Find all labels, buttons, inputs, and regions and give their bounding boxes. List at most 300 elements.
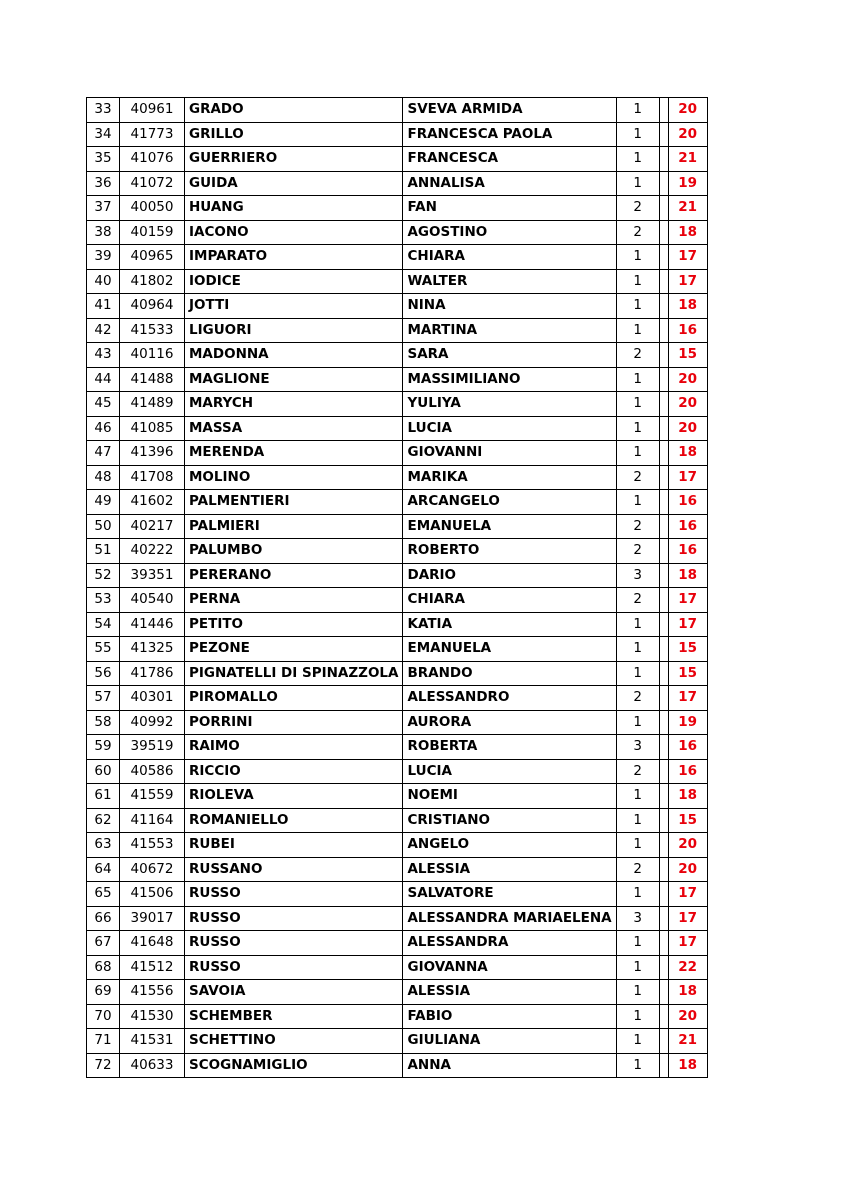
year-cell: 2 — [616, 759, 659, 784]
first-name-cell: ALESSANDRA MARIAELENA — [403, 906, 616, 931]
surname-cell: HUANG — [185, 196, 403, 221]
student-code-cell: 41556 — [120, 980, 185, 1005]
table-row — [87, 882, 708, 907]
year-cell: 1 — [616, 931, 659, 956]
score-cell: 16 — [668, 735, 707, 760]
year-cell: 1 — [616, 171, 659, 196]
year-cell: 2 — [616, 514, 659, 539]
surname-cell: PERNA — [185, 588, 403, 613]
score-cell: 20 — [668, 392, 707, 417]
year-cell: 2 — [616, 343, 659, 368]
first-name-cell: CHIARA — [403, 245, 616, 270]
column-spacer — [659, 465, 668, 490]
column-spacer — [659, 906, 668, 931]
first-name-cell: MASSIMILIANO — [403, 367, 616, 392]
column-spacer — [659, 686, 668, 711]
row-number-cell: 53 — [87, 588, 120, 613]
row-number-cell: 37 — [87, 196, 120, 221]
column-spacer — [659, 1004, 668, 1029]
year-cell: 1 — [616, 147, 659, 172]
year-cell: 1 — [616, 122, 659, 147]
row-number-cell: 43 — [87, 343, 120, 368]
row-number-cell: 64 — [87, 857, 120, 882]
score-cell: 20 — [668, 122, 707, 147]
student-code-cell: 41602 — [120, 490, 185, 515]
score-cell: 17 — [668, 245, 707, 270]
score-cell: 21 — [668, 147, 707, 172]
column-spacer — [659, 343, 668, 368]
first-name-cell: NINA — [403, 294, 616, 319]
score-cell: 17 — [668, 612, 707, 637]
student-code-cell: 40633 — [120, 1053, 185, 1078]
year-cell: 1 — [616, 392, 659, 417]
surname-cell: MAGLIONE — [185, 367, 403, 392]
score-cell: 20 — [668, 367, 707, 392]
surname-cell: PEZONE — [185, 637, 403, 662]
roster-body — [87, 98, 708, 1078]
column-spacer — [659, 318, 668, 343]
first-name-cell: GIOVANNA — [403, 955, 616, 980]
column-spacer — [659, 857, 668, 882]
surname-cell: IMPARATO — [185, 245, 403, 270]
student-code-cell: 41488 — [120, 367, 185, 392]
table-row — [87, 441, 708, 466]
surname-cell: RUBEI — [185, 833, 403, 858]
first-name-cell: GIOVANNI — [403, 441, 616, 466]
first-name-cell: ANNA — [403, 1053, 616, 1078]
row-number-cell: 49 — [87, 490, 120, 515]
table-row — [87, 808, 708, 833]
column-spacer — [659, 490, 668, 515]
row-number-cell: 42 — [87, 318, 120, 343]
score-cell: 15 — [668, 343, 707, 368]
score-cell: 17 — [668, 931, 707, 956]
first-name-cell: NOEMI — [403, 784, 616, 809]
surname-cell: SAVOIA — [185, 980, 403, 1005]
row-number-cell: 72 — [87, 1053, 120, 1078]
year-cell: 1 — [616, 1029, 659, 1054]
row-number-cell: 52 — [87, 563, 120, 588]
surname-cell: PETITO — [185, 612, 403, 637]
year-cell: 1 — [616, 318, 659, 343]
column-spacer — [659, 1053, 668, 1078]
score-cell: 17 — [668, 686, 707, 711]
column-spacer — [659, 980, 668, 1005]
surname-cell: RUSSO — [185, 882, 403, 907]
first-name-cell: AGOSTINO — [403, 220, 616, 245]
table-row — [87, 612, 708, 637]
table-row — [87, 980, 708, 1005]
student-code-cell: 41533 — [120, 318, 185, 343]
table-row — [87, 147, 708, 172]
column-spacer — [659, 612, 668, 637]
year-cell: 2 — [616, 220, 659, 245]
first-name-cell: SARA — [403, 343, 616, 368]
score-cell: 18 — [668, 1053, 707, 1078]
surname-cell: GRILLO — [185, 122, 403, 147]
score-cell: 22 — [668, 955, 707, 980]
score-cell: 16 — [668, 539, 707, 564]
table-row — [87, 539, 708, 564]
year-cell: 1 — [616, 637, 659, 662]
table-row — [87, 514, 708, 539]
column-spacer — [659, 808, 668, 833]
surname-cell: SCHETTINO — [185, 1029, 403, 1054]
surname-cell: PALMENTIERI — [185, 490, 403, 515]
column-spacer — [659, 98, 668, 123]
first-name-cell: ROBERTO — [403, 539, 616, 564]
row-number-cell: 34 — [87, 122, 120, 147]
column-spacer — [659, 441, 668, 466]
score-cell: 16 — [668, 759, 707, 784]
surname-cell: PIGNATELLI DI SPINAZZOLA — [185, 661, 403, 686]
column-spacer — [659, 563, 668, 588]
year-cell: 1 — [616, 490, 659, 515]
score-cell: 19 — [668, 171, 707, 196]
first-name-cell: MARTINA — [403, 318, 616, 343]
year-cell: 1 — [616, 367, 659, 392]
year-cell: 2 — [616, 196, 659, 221]
first-name-cell: ANGELO — [403, 833, 616, 858]
student-code-cell: 41506 — [120, 882, 185, 907]
year-cell: 2 — [616, 588, 659, 613]
table-row — [87, 833, 708, 858]
surname-cell: MOLINO — [185, 465, 403, 490]
table-row — [87, 637, 708, 662]
row-number-cell: 41 — [87, 294, 120, 319]
column-spacer — [659, 294, 668, 319]
first-name-cell: ALESSIA — [403, 857, 616, 882]
table-row — [87, 1053, 708, 1078]
table-row — [87, 122, 708, 147]
row-number-cell: 33 — [87, 98, 120, 123]
column-spacer — [659, 955, 668, 980]
year-cell: 1 — [616, 784, 659, 809]
year-cell: 1 — [616, 661, 659, 686]
surname-cell: GUERRIERO — [185, 147, 403, 172]
student-code-cell: 41489 — [120, 392, 185, 417]
column-spacer — [659, 661, 668, 686]
row-number-cell: 36 — [87, 171, 120, 196]
row-number-cell: 57 — [87, 686, 120, 711]
student-code-cell: 41164 — [120, 808, 185, 833]
table-row — [87, 490, 708, 515]
row-number-cell: 70 — [87, 1004, 120, 1029]
table-row — [87, 269, 708, 294]
row-number-cell: 39 — [87, 245, 120, 270]
score-cell: 20 — [668, 98, 707, 123]
row-number-cell: 51 — [87, 539, 120, 564]
column-spacer — [659, 416, 668, 441]
table-row — [87, 661, 708, 686]
first-name-cell: CRISTIANO — [403, 808, 616, 833]
score-cell: 17 — [668, 588, 707, 613]
surname-cell: IODICE — [185, 269, 403, 294]
student-code-cell: 41802 — [120, 269, 185, 294]
first-name-cell: CHIARA — [403, 588, 616, 613]
student-code-cell: 41512 — [120, 955, 185, 980]
surname-cell: PERERANO — [185, 563, 403, 588]
year-cell: 1 — [616, 1053, 659, 1078]
first-name-cell: GIULIANA — [403, 1029, 616, 1054]
row-number-cell: 40 — [87, 269, 120, 294]
year-cell: 3 — [616, 735, 659, 760]
score-cell: 18 — [668, 784, 707, 809]
column-spacer — [659, 1029, 668, 1054]
row-number-cell: 66 — [87, 906, 120, 931]
column-spacer — [659, 392, 668, 417]
table-row — [87, 563, 708, 588]
first-name-cell: FRANCESCA — [403, 147, 616, 172]
surname-cell: RAIMO — [185, 735, 403, 760]
table-row — [87, 245, 708, 270]
column-spacer — [659, 171, 668, 196]
row-number-cell: 67 — [87, 931, 120, 956]
year-cell: 1 — [616, 245, 659, 270]
column-spacer — [659, 759, 668, 784]
row-number-cell: 45 — [87, 392, 120, 417]
surname-cell: RIOLEVA — [185, 784, 403, 809]
score-cell: 17 — [668, 906, 707, 931]
score-cell: 15 — [668, 808, 707, 833]
year-cell: 2 — [616, 686, 659, 711]
student-code-cell: 41396 — [120, 441, 185, 466]
student-code-cell: 39519 — [120, 735, 185, 760]
score-cell: 17 — [668, 269, 707, 294]
first-name-cell: DARIO — [403, 563, 616, 588]
surname-cell: GRADO — [185, 98, 403, 123]
score-cell: 18 — [668, 563, 707, 588]
surname-cell: JOTTI — [185, 294, 403, 319]
score-cell: 21 — [668, 1029, 707, 1054]
table-row — [87, 588, 708, 613]
first-name-cell: FABIO — [403, 1004, 616, 1029]
student-code-cell: 41553 — [120, 833, 185, 858]
score-cell: 19 — [668, 710, 707, 735]
table-row — [87, 955, 708, 980]
surname-cell: RUSSANO — [185, 857, 403, 882]
first-name-cell: WALTER — [403, 269, 616, 294]
table-row — [87, 784, 708, 809]
surname-cell: MERENDA — [185, 441, 403, 466]
row-number-cell: 48 — [87, 465, 120, 490]
year-cell: 3 — [616, 563, 659, 588]
surname-cell: PALUMBO — [185, 539, 403, 564]
score-cell: 17 — [668, 465, 707, 490]
first-name-cell: ARCANGELO — [403, 490, 616, 515]
column-spacer — [659, 784, 668, 809]
student-code-cell: 40992 — [120, 710, 185, 735]
student-code-cell: 41325 — [120, 637, 185, 662]
student-code-cell: 40540 — [120, 588, 185, 613]
table-row — [87, 318, 708, 343]
first-name-cell: MARIKA — [403, 465, 616, 490]
row-number-cell: 35 — [87, 147, 120, 172]
row-number-cell: 71 — [87, 1029, 120, 1054]
student-code-cell: 39017 — [120, 906, 185, 931]
first-name-cell: SALVATORE — [403, 882, 616, 907]
year-cell: 1 — [616, 955, 659, 980]
year-cell: 2 — [616, 539, 659, 564]
surname-cell: PIROMALLO — [185, 686, 403, 711]
table-row — [87, 392, 708, 417]
year-cell: 1 — [616, 882, 659, 907]
first-name-cell: EMANUELA — [403, 637, 616, 662]
score-cell: 21 — [668, 196, 707, 221]
student-code-cell: 40586 — [120, 759, 185, 784]
table-row — [87, 416, 708, 441]
table-row — [87, 343, 708, 368]
column-spacer — [659, 269, 668, 294]
score-cell: 16 — [668, 490, 707, 515]
surname-cell: MASSA — [185, 416, 403, 441]
table-row — [87, 710, 708, 735]
first-name-cell: FAN — [403, 196, 616, 221]
row-number-cell: 56 — [87, 661, 120, 686]
row-number-cell: 47 — [87, 441, 120, 466]
table-row — [87, 294, 708, 319]
surname-cell: SCHEMBER — [185, 1004, 403, 1029]
first-name-cell: ANNALISA — [403, 171, 616, 196]
year-cell: 2 — [616, 857, 659, 882]
student-code-cell: 40672 — [120, 857, 185, 882]
student-code-cell: 41072 — [120, 171, 185, 196]
surname-cell: ROMANIELLO — [185, 808, 403, 833]
row-number-cell: 68 — [87, 955, 120, 980]
table-row — [87, 857, 708, 882]
year-cell: 1 — [616, 416, 659, 441]
student-code-cell: 41648 — [120, 931, 185, 956]
first-name-cell: ALESSANDRO — [403, 686, 616, 711]
first-name-cell: KATIA — [403, 612, 616, 637]
column-spacer — [659, 220, 668, 245]
column-spacer — [659, 147, 668, 172]
row-number-cell: 59 — [87, 735, 120, 760]
column-spacer — [659, 122, 668, 147]
score-cell: 18 — [668, 441, 707, 466]
column-spacer — [659, 735, 668, 760]
student-code-cell: 41531 — [120, 1029, 185, 1054]
table-row — [87, 98, 708, 123]
score-cell: 15 — [668, 661, 707, 686]
column-spacer — [659, 539, 668, 564]
first-name-cell: SVEVA ARMIDA — [403, 98, 616, 123]
row-number-cell: 44 — [87, 367, 120, 392]
column-spacer — [659, 245, 668, 270]
year-cell: 1 — [616, 98, 659, 123]
year-cell: 1 — [616, 980, 659, 1005]
table-row — [87, 735, 708, 760]
row-number-cell: 65 — [87, 882, 120, 907]
table-row — [87, 220, 708, 245]
surname-cell: SCOGNAMIGLIO — [185, 1053, 403, 1078]
surname-cell: RICCIO — [185, 759, 403, 784]
score-cell: 20 — [668, 416, 707, 441]
column-spacer — [659, 196, 668, 221]
surname-cell: GUIDA — [185, 171, 403, 196]
student-code-cell: 41559 — [120, 784, 185, 809]
score-cell: 18 — [668, 980, 707, 1005]
year-cell: 1 — [616, 269, 659, 294]
score-cell: 16 — [668, 318, 707, 343]
column-spacer — [659, 833, 668, 858]
surname-cell: RUSSO — [185, 931, 403, 956]
student-code-cell: 41708 — [120, 465, 185, 490]
first-name-cell: ALESSANDRA — [403, 931, 616, 956]
score-cell: 17 — [668, 882, 707, 907]
year-cell: 1 — [616, 441, 659, 466]
student-code-cell: 40217 — [120, 514, 185, 539]
year-cell: 1 — [616, 710, 659, 735]
year-cell: 1 — [616, 833, 659, 858]
row-number-cell: 50 — [87, 514, 120, 539]
student-code-cell: 40301 — [120, 686, 185, 711]
student-code-cell: 40961 — [120, 98, 185, 123]
first-name-cell: LUCIA — [403, 759, 616, 784]
score-cell: 20 — [668, 1004, 707, 1029]
student-code-cell: 40159 — [120, 220, 185, 245]
first-name-cell: ROBERTA — [403, 735, 616, 760]
year-cell: 3 — [616, 906, 659, 931]
surname-cell: LIGUORI — [185, 318, 403, 343]
table-row — [87, 367, 708, 392]
student-code-cell: 39351 — [120, 563, 185, 588]
row-number-cell: 69 — [87, 980, 120, 1005]
column-spacer — [659, 882, 668, 907]
year-cell: 2 — [616, 465, 659, 490]
student-code-cell: 41530 — [120, 1004, 185, 1029]
row-number-cell: 60 — [87, 759, 120, 784]
student-code-cell: 41773 — [120, 122, 185, 147]
column-spacer — [659, 637, 668, 662]
row-number-cell: 46 — [87, 416, 120, 441]
score-cell: 16 — [668, 514, 707, 539]
first-name-cell: YULIYA — [403, 392, 616, 417]
row-number-cell: 63 — [87, 833, 120, 858]
column-spacer — [659, 588, 668, 613]
row-number-cell: 38 — [87, 220, 120, 245]
score-cell: 20 — [668, 833, 707, 858]
column-spacer — [659, 710, 668, 735]
student-code-cell: 41076 — [120, 147, 185, 172]
year-cell: 1 — [616, 294, 659, 319]
surname-cell: IACONO — [185, 220, 403, 245]
first-name-cell: FRANCESCA PAOLA — [403, 122, 616, 147]
column-spacer — [659, 514, 668, 539]
student-code-cell: 41786 — [120, 661, 185, 686]
first-name-cell: LUCIA — [403, 416, 616, 441]
surname-cell: MARYCH — [185, 392, 403, 417]
row-number-cell: 61 — [87, 784, 120, 809]
first-name-cell: ALESSIA — [403, 980, 616, 1005]
row-number-cell: 54 — [87, 612, 120, 637]
first-name-cell: AURORA — [403, 710, 616, 735]
student-roster-table — [86, 97, 708, 1078]
student-code-cell: 40222 — [120, 539, 185, 564]
student-code-cell: 41085 — [120, 416, 185, 441]
table-row — [87, 931, 708, 956]
student-code-cell: 40116 — [120, 343, 185, 368]
table-row — [87, 1004, 708, 1029]
row-number-cell: 58 — [87, 710, 120, 735]
score-cell: 18 — [668, 220, 707, 245]
table-row — [87, 196, 708, 221]
student-code-cell: 40965 — [120, 245, 185, 270]
first-name-cell: BRANDO — [403, 661, 616, 686]
surname-cell: PORRINI — [185, 710, 403, 735]
column-spacer — [659, 931, 668, 956]
table-row — [87, 759, 708, 784]
